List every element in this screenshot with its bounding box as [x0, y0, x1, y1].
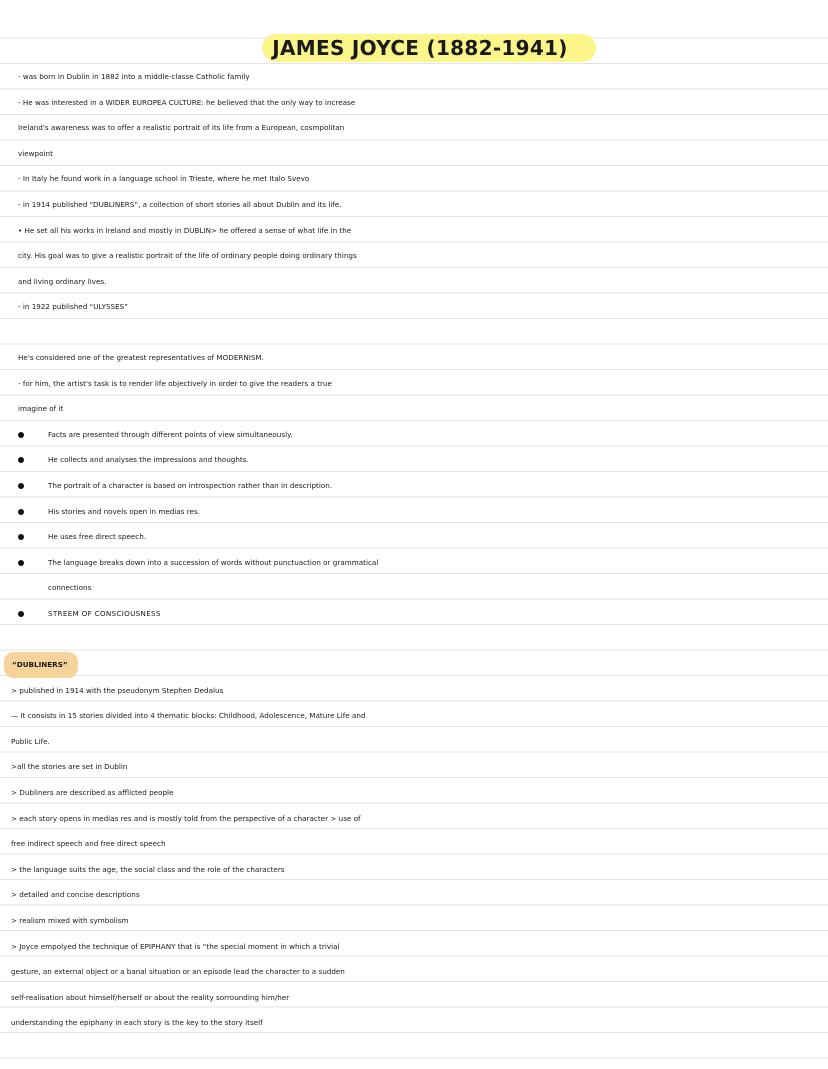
bullet-text: STREEM OF CONSCIOUSNESS [48, 608, 161, 618]
dubliners-line: >all the stories are set in Dublin [11, 762, 128, 772]
bio-line: Ireland's awareness was to offer a realistic portrait of its life from a European, cosmpolitan [18, 123, 345, 133]
page-title: JAMES JOYCE (1882-1941) [262, 34, 595, 62]
bio-line: - In Italy he found work in a language school in Trieste, where he met Italo Svevo [18, 174, 310, 184]
dubliners-line: understanding the epiphany in each story is the key to the story itself [11, 1018, 263, 1028]
modernism-bullet [0, 422, 828, 448]
dubliners-line: — It consists in 15 stories divided into 4 thematic blocks: Childhood, Adolescence, Mature Life and [11, 711, 366, 721]
dubliners-line: > each story opens in medias res and is mostly told from the perspective of a character > use of [11, 813, 361, 823]
dubliners-line: gesture, an external object or a banal situation or an episode lead the character to a sudden [11, 967, 345, 977]
dubliners-line: > Dubliners are described as afflicted people [11, 787, 174, 797]
bullet-text: His stories and novels open in medias res. [48, 506, 200, 516]
dubliners-line: > Joyce empolyed the technique of EPIPHANY that is “the special moment in which a trivial [11, 941, 340, 951]
bio-line: - in 1922 published “ULYSSES” [18, 302, 128, 312]
section-heading: “DUBLINERS” [4, 652, 78, 678]
bullet-text: He collects and analyses the impressions and thoughts. [48, 455, 249, 465]
biography-section [0, 64, 828, 320]
dubliners-line: > realism mixed with symbolism [11, 915, 129, 925]
dubliners-line: > detailed and concise descriptions [11, 890, 140, 900]
dubliners-line: free indirect speech and free direct speech [11, 839, 166, 849]
bio-line: and living ordinary lives. [18, 276, 107, 286]
modernism-bullet [0, 447, 828, 473]
bio-line: - He was interested in a WIDER EUROPEA CULTURE: he believed that the only way to increase [18, 97, 356, 107]
bullet-text: The portrait of a character is based on introspection rather than in description. [48, 480, 333, 490]
dubliners-line: > published in 1914 with the pseudonym Stephen Dedalus [11, 685, 224, 695]
modernism-bullet [0, 524, 828, 550]
bullet-dot-icon [18, 483, 24, 489]
bullet-text: Facts are presented through different points of view simultaneously. [48, 429, 293, 439]
modernism-bullet [0, 473, 828, 499]
title-row [0, 34, 828, 62]
bullet-dot-icon [18, 457, 24, 463]
modernism-line: He's considered one of the greatest representatives of MODERNISM. [18, 353, 264, 362]
modernism-bullet [0, 601, 828, 627]
dubliners-line: self-realisation about himself/herself or about the reality sorrounding him/her [11, 992, 290, 1002]
modernism-bullet [0, 499, 828, 525]
bio-line: - was born in Dublin in 1882 into a middle-classe Catholic family [18, 72, 250, 81]
bullet-dot-icon [18, 560, 24, 566]
modernism-bullet [0, 550, 828, 576]
bullet-dot-icon [18, 432, 24, 438]
dubliners-section [0, 652, 828, 1036]
dubliners-line: > the language suits the age, the social class and the role of the characters [11, 864, 285, 874]
dubliners-line: Public Life. [11, 736, 50, 746]
bullet-text: He uses free direct speech. [48, 532, 147, 542]
dubliners-heading-row [0, 652, 828, 678]
bullet-dot-icon [18, 509, 24, 515]
bullet-dot-icon [18, 534, 24, 540]
modernism-section [0, 345, 828, 627]
bullet-text: The language breaks down into a succession of words without punctuaction or grammatical [48, 557, 379, 567]
bullet-dot-icon [18, 611, 24, 617]
bio-line: • He set all his works in Ireland and mostly in DUBLIN> he offered a sense of what life in the [18, 225, 352, 235]
modernism-line: imagine of it [18, 404, 64, 414]
bio-line: viewpoint [18, 148, 53, 158]
bullet-continuation: connections [48, 583, 92, 593]
modernism-line: - for him, the artist's task is to render life objectively in order to give the readers a true [18, 378, 332, 388]
bio-line: - in 1914 published “DUBLINERS”, a collection of short stories all about Dublin and its life. [18, 199, 342, 209]
bio-line: city. His goal was to give a realistic portrait of the life of ordinary people doing ordinary things [18, 251, 357, 261]
